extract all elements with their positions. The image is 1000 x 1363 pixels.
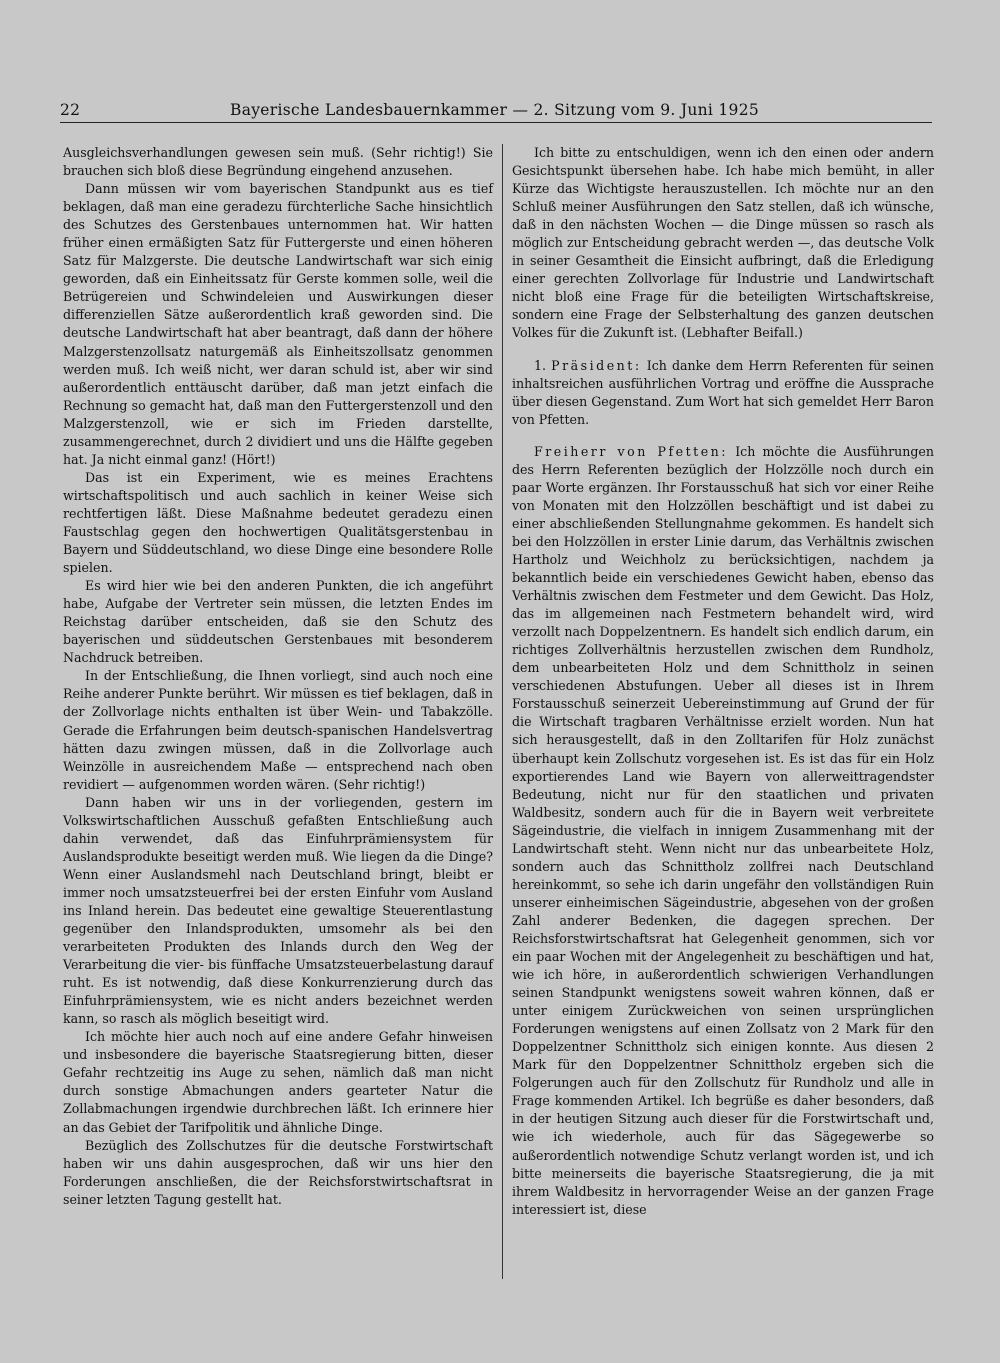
paragraph: Ich möchte hier auch noch auf eine andere Gefahr hinweisen und insbesondere die bayerische Staatsregierung bitten, dieser Gefahr rechtzeitig ins Auge zu sehen, nämlich daß man nicht durch sonstige Abmachungen anders gearteter Natur die Zollabmachungen irgendwie durchbrechen läßt. Ich erinnere hier an das Gebiet der Tarifpolitik und ähnliche Dinge. [63, 1029, 493, 1135]
paragraph: Dann müssen wir vom bayerischen Standpunkt aus es tief beklagen, daß man eine geradezu fürchterliche Sache hinsichtlich des Schutzes des Gerstenbaues unternommen hat. Wir hatten früher einen ermäßigten Satz für Futtergerste und einen höheren Satz für Malzgerste. Die deutsche Landwirtschaft war sich einig geworden, daß ein Einheitssatz für Gerste kommen solle, weil die Betrügereien und Schwindeleien und Auswirkungen dieser differenziellen Sätze außerordentlich kraß geworden sind. Die deutsche Landwirtschaft hat aber beantragt, daß dann der höhere Malzgerstenzollsatz naturgemäß als Einheitszollsatz genommen werden muß. Ich weiß nicht, wer daran schuld ist, aber wir sind außerordentlich enttäuscht darüber, daß man jetzt einfach die Rechnung so gemacht hat, daß man den Futtergerstenzoll und den Malzgerstenzoll, wie er sich im Frieden darstellte, zusammengerechnet, durch 2 dividiert und uns die Hälfte gegeben hat. Ja nicht einmal ganz! (Hört!) [63, 181, 493, 467]
left-column [63, 144, 493, 1209]
paragraph: Dann haben wir uns in der vorliegenden, gestern im Volkswirtschaftlichen Ausschuß gefaßten Entschließung auch dahin verwendet, daß das Einfuhrprämiensystem für Auslandsprodukte beseitigt werden muß. Wie liegen da die Dinge? Wenn einer Auslandsmehl nach Deutschland bringt, bleibt er immer noch umsatzsteuerfrei bei der ersten Einfuhr vom Ausland ins Inland herein. Das bedeutet eine gewaltige Steuerentlastung gegenüber den Inlandsprodukten, umsomehr als bei den verarbeiteten Produkten des Inlands durch den Weg der Verarbeitung die vier- bis fünffache Umsatzsteuerbelastung darauf ruht. Es ist notwendig, daß diese Konkurrenzierung durch das Einfuhrprämiensystem, wie es nicht anders bezeichnet werden kann, so rasch als möglich beseitigt wird. [63, 794, 493, 1027]
speaker-name: Freiherr von Pfetten: [534, 443, 729, 459]
pfetten-statement [512, 443, 934, 1219]
president-statement [512, 357, 934, 429]
page-number: 22 [60, 101, 81, 119]
column-divider [502, 144, 503, 1279]
speech-text: Ich möchte die Ausführungen des Herrn Referenten bezüglich der Holzzölle noch durch ein paar Worte ergänzen. Ihr Forstausschuß hat sich vor einer Reihe von Monaten mit den Holzzöllen beschäftigt und ist dabei zu einer abschließenden Stellungnahme gekommen. Es handelt sich bei den Holzzöllen in erster Linie darum, das Verhältnis zwischen Hartholz und Weichholz zu berücksichtigen, nachdem ja bekanntlich beide ein verschiedenes Gewicht haben, ebenso das Verhältnis zwischen dem Festmeter und dem Gewicht. Das Holz, das im allgemeinen nach Festmetern behandelt wird, wird verzollt nach Doppelzentnern. Es handelt sich endlich darum, ein richtiges Zollverhältnis herzustellen zwischen dem Rundholz, dem unbearbeiteten Holz und dem Schnittholz in seinen verschiedenen Abstufungen. Ueber all dieses ist in Ihrem Forstausschuß seinerzeit Uebereinstimmung auf Grund der für die Wirtschaft tragbaren Verhältnisse erzielt worden. Nun hat sich herausgestellt, daß in den Zolltarifen für Holz zunächst überhaupt kein Zollschutz vorgesehen ist. Es ist das für ein Holz exportierendes Land wie Bayern von allerweittragendster Bedeutung, nicht nur für den staatlichen und privaten Waldbesitz, sondern auch für die in Bayern weit verbreitete Sägeindustrie, die vielfach in innigem Zusammenhang mit der Landwirtschaft steht. Wenn nicht nur das unbearbeitete Holz, sondern auch das Schnittholz zollfrei nach Deutschland hereinkommt, so sehe ich darin ungefähr den vollständigen Ruin unserer einheimischen Sägeindustrie, abgesehen von der großen Zahl anderer Bedenken, die dagegen sprechen. Der Reichsforstwirtschaftsrat hat Gelegenheit genommen, sich vor ein paar Wochen mit der Angelegenheit zu beschäftigen und hat, wie ich höre, in außerordentlich schwierigen Verhandlungen seinen Standpunkt wenigstens soweit wahren können, daß er unter einigem Zurückweichen von seinen ursprünglichen Forderungen wenigstens auf einen Zollsatz von 2 Mark für den Doppelzentner Schnittholz sich einigen konnte. Aus diesen 2 Mark für den Doppelzentner Schnittholz ergeben sich die Folgerungen auch für den Zollschutz für Rundholz und alle in Frage kommenden Artikel. Ich begrüße es daher besonders, daß in der heutigen Sitzung auch dieser für die Forstwirtschaft und, wie ich wiederhole, auch für das Sägegewerbe so außerordentlich notwendige Schutz verlangt worden ist, und ich bitte meinerseits die bayerische Staatsregierung, die ja mit ihrem Waldbesitz in hervorragender Weise an der ganzen Frage interessiert ist, diese [512, 443, 934, 1217]
paragraph: Das ist ein Experiment, wie es meines Erachtens wirtschaftspolitisch und auch sachlich in keiner Weise sich rechtfertigen läßt. Diese Maßnahme bedeutet geradezu einen Faustschlag gegen den hochwertigen Qualitätsgerstenbau in Bayern und Süddeutschland, wo diese Dinge eine besondere Rolle spielen. [63, 469, 493, 576]
speaker-prefix: 1. [534, 357, 547, 373]
header-rule [60, 122, 932, 123]
paragraph: Bezüglich des Zollschutzes für die deutsche Forstwirtschaft haben wir uns dahin ausgesprochen, daß wir uns hier den Forderungen anschließen, die der Reichsforstwirtschaftsrat in seiner letzten Tagung gestellt hat. [63, 1137, 493, 1207]
right-column [512, 144, 934, 1219]
page-header [60, 101, 932, 123]
paragraph: Ich bitte zu entschuldigen, wenn ich den einen oder andern Gesichtspunkt übersehen habe. Ich habe mich bemüht, in aller Kürze das Wichtigste herauszustellen. Ich möchte nur an den Schluß meiner Ausführungen den Satz stellen, daß ich wünsche, daß in den nächsten Wochen — die Dinge müssen so rasch als möglich zur Entscheidung gebracht werden —, das deutsche Volk in seiner Gesamtheit die Einsicht aufbringt, daß die Erledigung einer gerechten Zollvorlage für Industrie und Landwirtschaft nicht bloß eine Frage für die beteiligten Wirtschaftskreise, sondern eine Frage der Selbsterhaltung des ganzen deutschen Volkes für die Zukunft ist. (Lebhafter Beifall.) [512, 145, 934, 341]
paragraph: In der Entschließung, die Ihnen vorliegt, sind auch noch eine Reihe anderer Punkte berührt. Wir müssen es tief beklagen, daß in der Zollvorlage nichts enthalten ist über Wein- und Tabakzölle. Gerade die Erfahrungen beim deutsch-spanischen Handelsvertrag hätten dazu zwingen müssen, daß in die Zollvorlage auch Weinzölle in ausreichendem Maße — entsprechend nach oben revidiert — aufgenommen worden wären. (Sehr richtig!) [63, 668, 493, 792]
paragraph: Ausgleichsverhandlungen gewesen sein muß. (Sehr richtig!) Sie brauchen sich bloß diese Begründung eingehend anzusehen. [63, 145, 493, 179]
paragraph: Es wird hier wie bei den anderen Punkten, die ich angeführt habe, Aufgabe der Vertreter sein müssen, die letzten Endes im Reichstag darüber entscheiden, daß sie den Schutz des bayerischen und süddeutschen Gerstenbaues mit besonderem Nachdruck betreiben. [63, 578, 493, 666]
speech-text: Ich danke dem Herrn Referenten für seinen inhaltsreichen ausführlichen Vortrag und eröffne die Aussprache über diesen Gegenstand. Zum Wort hat sich gemeldet Herr Baron von Pfetten. [512, 357, 934, 427]
speaker-name: Präsident: [551, 357, 642, 373]
running-title: Bayerische Landesbauernkammer — 2. Sitzung vom 9. Juni 1925 [230, 101, 760, 119]
